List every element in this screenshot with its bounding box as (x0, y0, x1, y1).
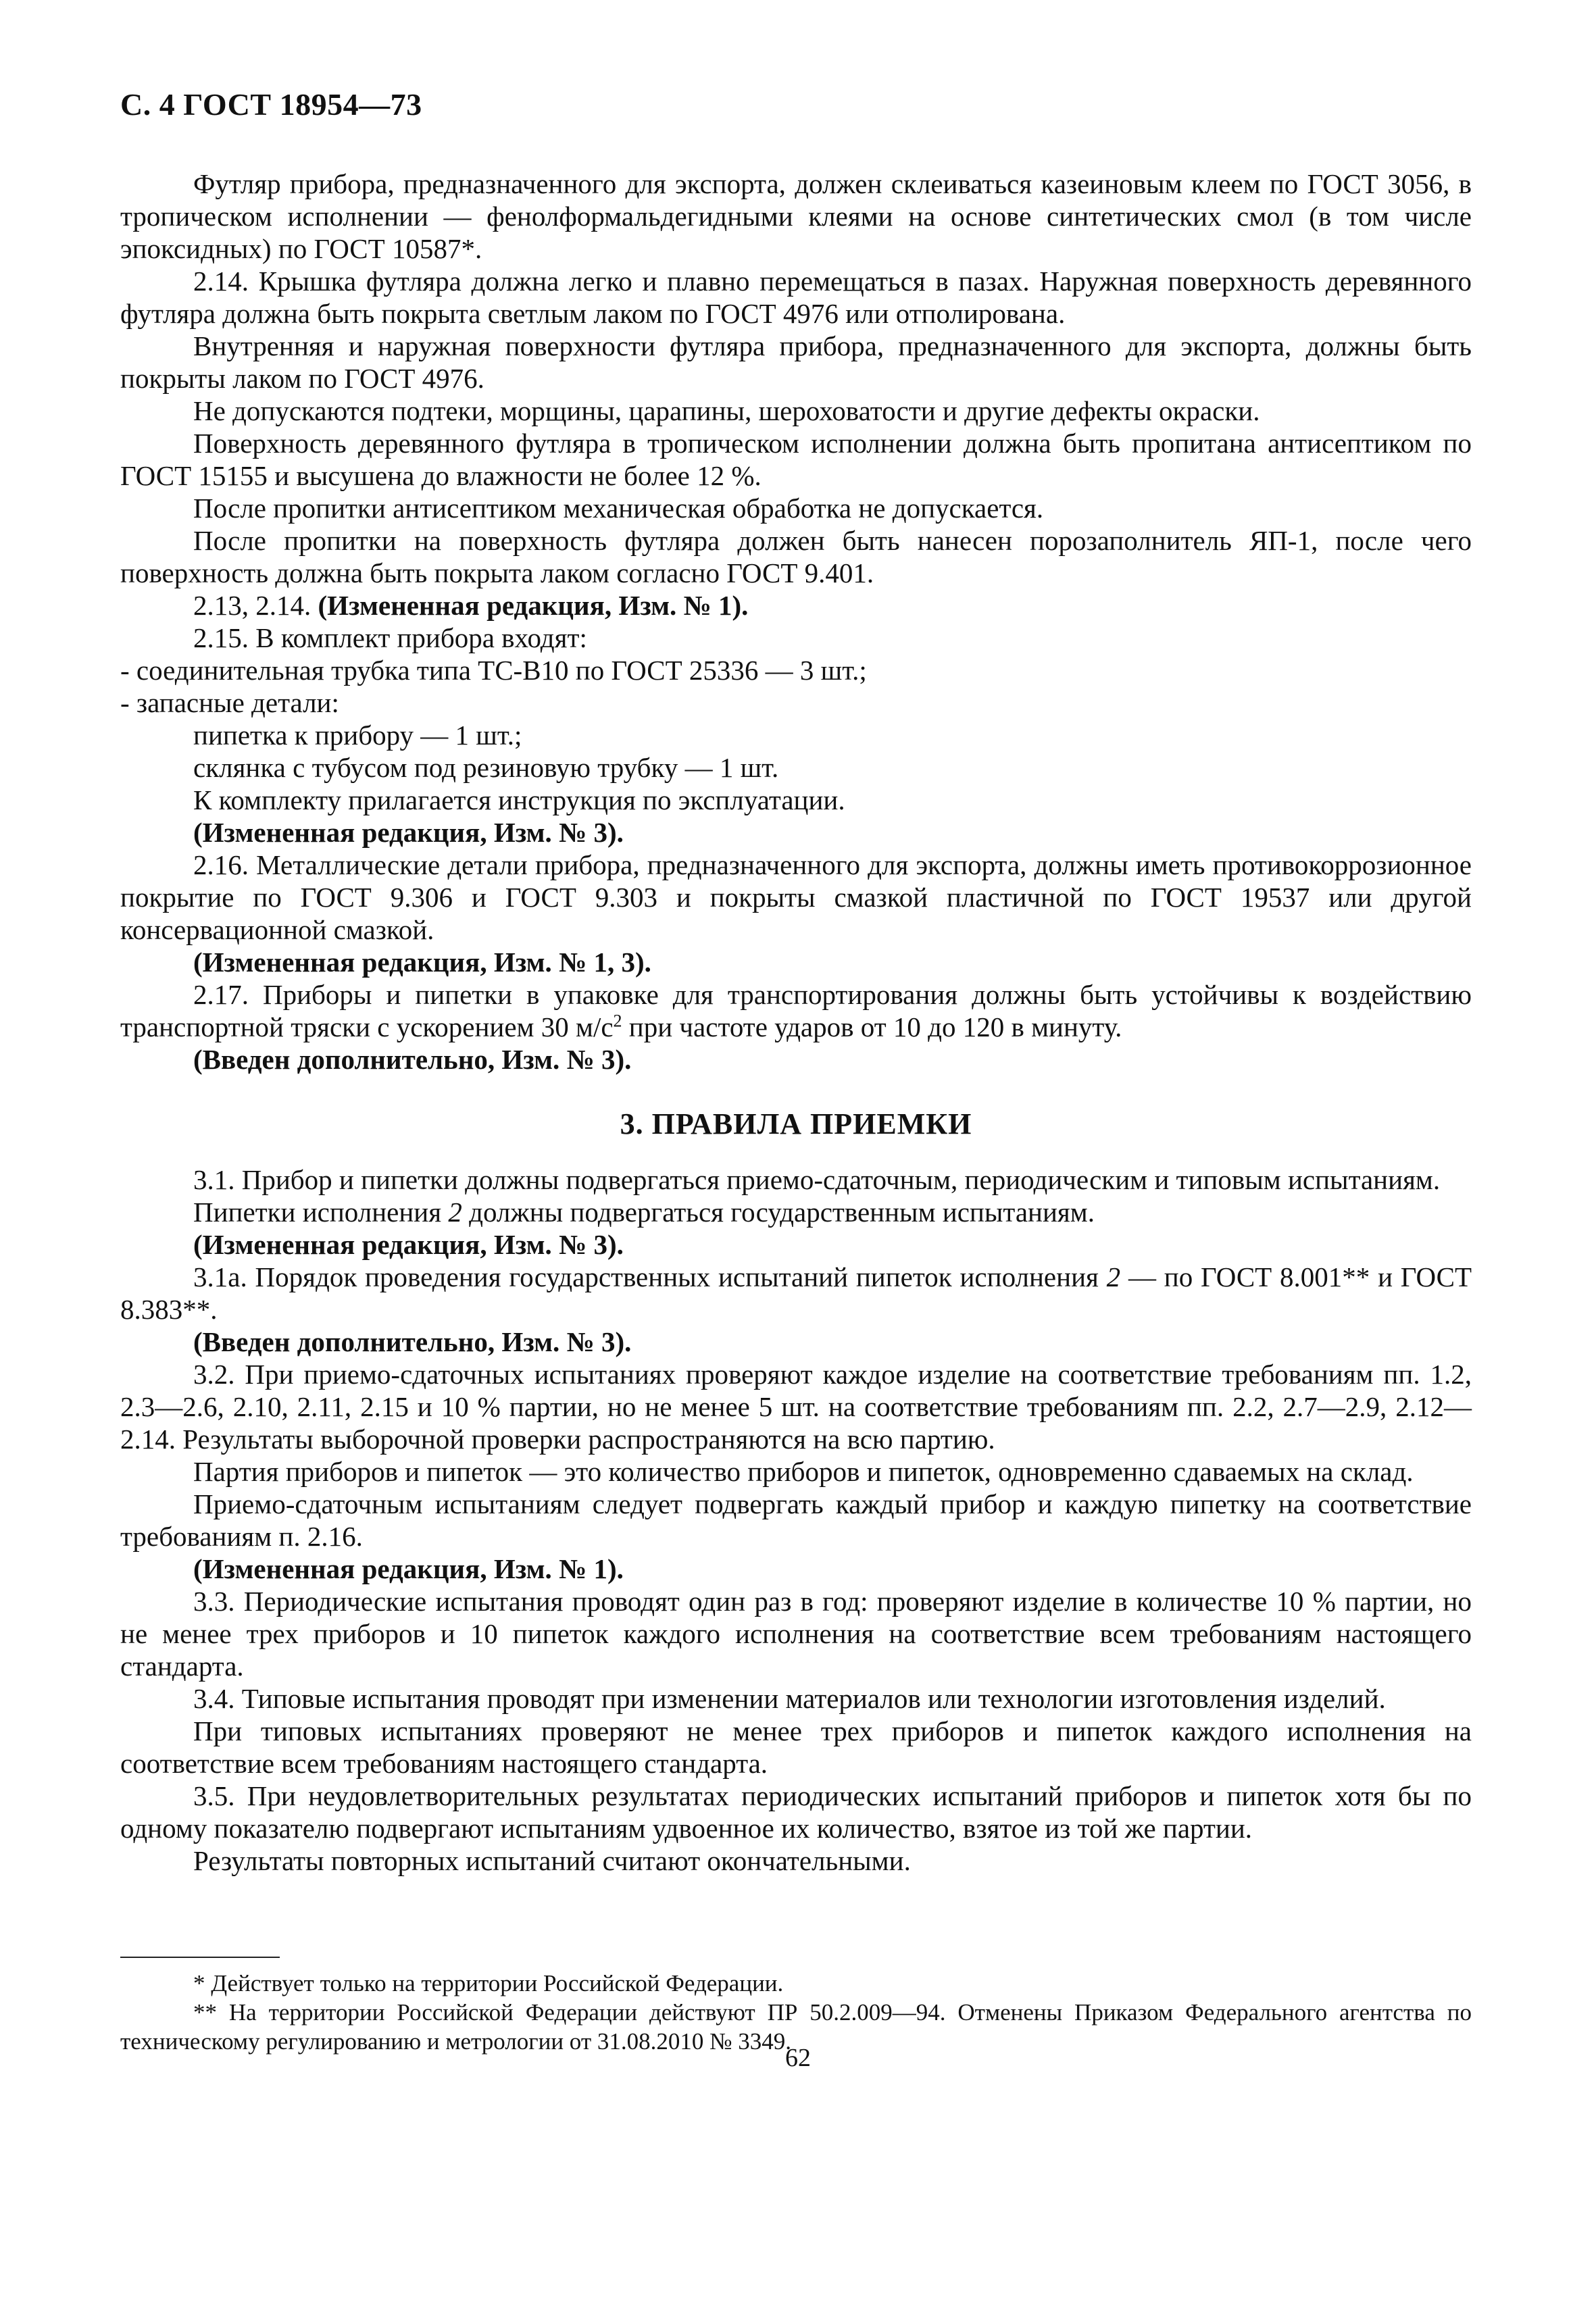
footnote: * Действует только на территории Российской Федерации. (193, 1970, 784, 1996)
amendment-paragraph (120, 589, 1472, 622)
paragraph: 3.2. При приемо-сдаточных испытаниях проверяют каждое изделие на соответствие требованиям пп. 1.2, 2.3—2.6, 2.10, 2.11, 2.15 и 10 % партии, но не менее 5 шт. на соответствие требованиям пп. 2.2, 2.7—2.9, 2.12—2.14. Результаты выборочной проверки распространяются на всю партию. (120, 1359, 1472, 1455)
paragraph: 2.15. В комплект прибора входят: (193, 622, 587, 653)
document-body (120, 168, 1472, 1877)
footnote-divider (120, 1957, 280, 1958)
text-run: 2.17. Приборы и пипетки в упаковке для транспортирования должны быть устойчивы к воздействию транспортной тряски с ускорением 30 м/с (120, 979, 1472, 1042)
list-item: - запасные детали: (120, 687, 339, 718)
paragraph: После пропитки антисептиком механическая обработка не допускается. (193, 493, 1044, 524)
amendment-note: (Измененная редакция, Изм. № 3). (193, 1229, 624, 1260)
paragraph: Приемо-сдаточным испытаниям следует подвергать каждый прибор и каждую пипетку на соответствие требованиям п. 2.16. (120, 1488, 1472, 1552)
list-item: пипетка к прибору — 1 шт.; (193, 720, 522, 751)
text-run: — по ГОСТ 8.001** и ГОСТ 8.383**. (120, 1261, 1472, 1325)
footnote: ** На территории Российской Федерации действуют ПР 50.2.009—94. Отменены Приказом Федерального агентства по техническому регулированию и метрологии от 31.08.2010 № 3349. (120, 1999, 1472, 2055)
paragraph: 3.3. Периодические испытания проводят один раз в год: проверяют изделие в количестве 10 % партии, но не менее трех приборов и 10 пипеток каждого исполнения на соответствие всем требованиям настоящего стандарта. (120, 1586, 1472, 1682)
amendment-note: (Измененная редакция, Изм. № 3). (193, 817, 624, 848)
amendment-note: (Измененная редакция, Изм. № 1). (318, 590, 749, 621)
section-heading: 3. ПРАВИЛА ПРИЕМКИ (620, 1107, 972, 1140)
text-run: 3.1а. Порядок проведения государственных испытаний пипеток исполнения (193, 1261, 1107, 1292)
paragraph: К комплекту прилагается инструкция по эксплуатации. (193, 784, 845, 815)
paragraph: Поверхность деревянного футляра в тропическом исполнении должна быть пропитана антисептиком по ГОСТ 15155 и высушена до влажности не более 12 %. (120, 428, 1472, 491)
paragraph: 3.1. Прибор и пипетки должны подвергаться приемо-сдаточным, периодическим и типовым испытаниям. (193, 1164, 1441, 1195)
paragraph (120, 978, 1472, 1043)
paragraph: Результаты повторных испытаний считают окончательными. (193, 1845, 911, 1876)
paragraph: Не допускаются подтеки, морщины, царапины, шероховатости и другие дефекты окраски. (193, 395, 1260, 426)
paragraph: Партия приборов и пипеток — это количество приборов и пипеток, одновременно сдаваемых на склад. (193, 1456, 1414, 1487)
italic-run: 2 (448, 1197, 462, 1228)
paragraph: 3.5. При неудовлетворительных результатах периодических испытаний приборов и пипеток хотя бы по одному показателю подвергают испытаниям удвоенное их количество, взятое из той же партии. (120, 1780, 1472, 1844)
paragraph: Футляр прибора, предназначенного для экспорта, должен склеиваться казеиновым клеем по ГОСТ 3056, в тропическом исполнении — фенолформальдегидными клеями на основе синтетических смол (в том числе эпоксидных) по ГОСТ 10587*. (120, 168, 1472, 264)
paragraph: 2.16. Металлические детали прибора, предназначенного для экспорта, должны иметь противокоррозионное покрытие по ГОСТ 9.306 и ГОСТ 9.303 и покрыты смазкой пластичной по ГОСТ 19537 или другой консервационной смазкой. (120, 849, 1472, 945)
paragraph (120, 1196, 1472, 1228)
paragraph: При типовых испытаниях проверяют не менее трех приборов и пипеток каждого исполнения на соответствие всем требованиям настоящего стандарта. (120, 1715, 1472, 1779)
paragraph: После пропитки на поверхность футляра должен быть нанесен порозаполнитель ЯП-1, после чего поверхность должна быть покрыта лаком согласно ГОСТ 9.401. (120, 525, 1472, 588)
paragraph: Внутренняя и наружная поверхности футляра прибора, предназначенного для экспорта, должны быть покрыты лаком по ГОСТ 4976. (120, 330, 1472, 394)
italic-run: 2 (1106, 1261, 1121, 1292)
text-run: должны подвергаться государственным испытаниям. (462, 1197, 1095, 1228)
amendment-note: (Введен дополнительно, Изм. № 3). (193, 1044, 632, 1075)
amendment-note: (Измененная редакция, Изм. № 1, 3). (193, 947, 651, 978)
text-run: Пипетки исполнения (193, 1197, 449, 1228)
paragraph: 3.4. Типовые испытания проводят при изменении материалов или технологии изготовления изделий. (193, 1683, 1386, 1714)
paragraph (120, 1261, 1472, 1326)
superscript: 2 (613, 1011, 622, 1031)
list-item: - соединительная трубка типа ТС-В10 по ГОСТ 25336 — 3 шт.; (120, 655, 867, 686)
amendment-note: (Измененная редакция, Изм. № 1). (193, 1553, 624, 1584)
page-header: С. 4 ГОСТ 18954—73 (120, 87, 422, 122)
text-run: при частоте ударов от 10 до 120 в минуту. (622, 1011, 1122, 1042)
clause-ref: 2.13, 2.14. (193, 590, 318, 621)
paragraph: 2.14. Крышка футляра должна легко и плавно перемещаться в пазах. Наружная поверхность деревянного футляра должна быть покрыта светлым лаком по ГОСТ 4976 или отполирована. (120, 266, 1472, 329)
amendment-note: (Введен дополнительно, Изм. № 3). (193, 1326, 632, 1357)
page-number: 62 (785, 2044, 811, 2072)
list-item: склянка с тубусом под резиновую трубку — 1 шт. (193, 752, 779, 783)
